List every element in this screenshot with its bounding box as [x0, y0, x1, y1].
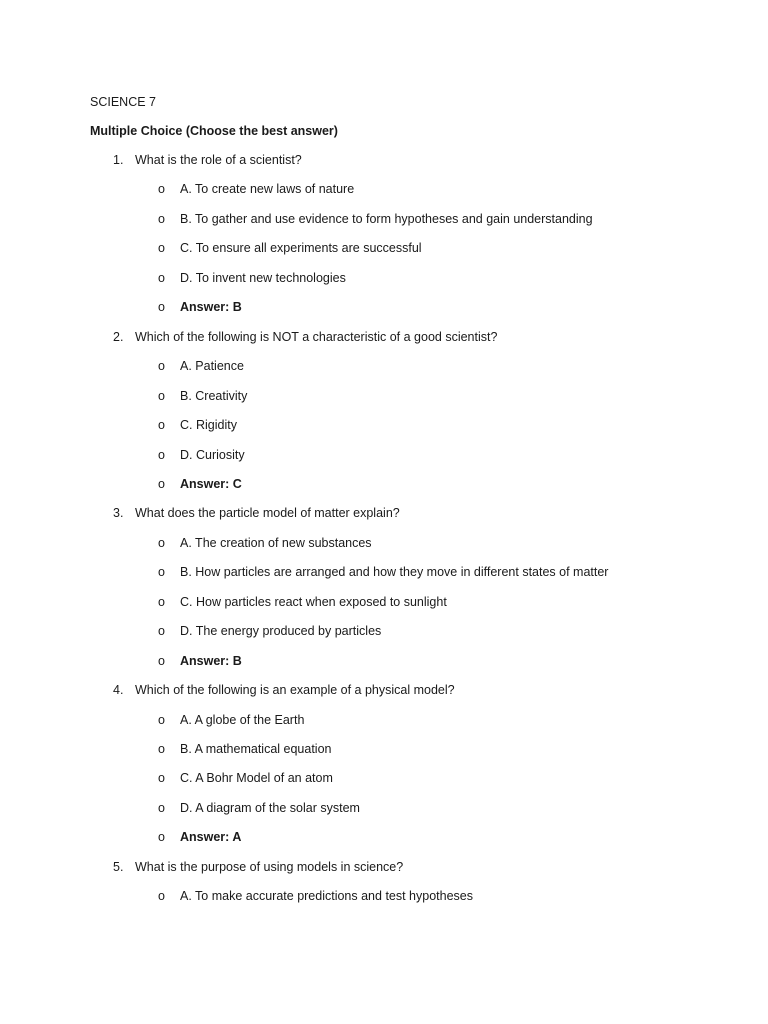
option-bullet: o [158, 713, 165, 727]
question-text: What is the role of a scientist? [135, 153, 302, 167]
option-bullet: o [158, 300, 165, 314]
option-bullet: o [158, 241, 165, 255]
answer-option: C. Rigidity [180, 418, 237, 432]
option-bullet: o [158, 771, 165, 785]
question-number: 1. [113, 153, 124, 167]
option-bullet: o [158, 742, 165, 756]
option-bullet: o [158, 389, 165, 403]
answer-option: A. Patience [180, 359, 244, 373]
option-bullet: o [158, 595, 165, 609]
answer-option: B. To gather and use evidence to form hypotheses and gain understanding [180, 212, 593, 226]
answer-option: C. A Bohr Model of an atom [180, 771, 333, 785]
answer-option: A. To create new laws of nature [180, 182, 355, 196]
option-bullet: o [158, 624, 165, 638]
option-bullet: o [158, 271, 165, 285]
answer-option: C. How particles react when exposed to sunlight [180, 595, 447, 609]
question-number: 4. [113, 683, 124, 697]
answer-option: A. To make accurate predictions and test hypotheses [180, 889, 473, 903]
question-text: Which of the following is an example of a physical model? [135, 683, 455, 697]
option-bullet: o [158, 448, 165, 462]
option-bullet: o [158, 830, 165, 844]
answer-option: B. A mathematical equation [180, 742, 332, 756]
question-text: What does the particle model of matter explain? [135, 506, 400, 520]
answer-option: D. Curiosity [180, 448, 245, 462]
option-bullet: o [158, 212, 165, 226]
answer-option: D. To invent new technologies [180, 271, 346, 285]
option-bullet: o [158, 418, 165, 432]
section-heading: Multiple Choice (Choose the best answer) [90, 124, 338, 138]
question-number: 3. [113, 506, 124, 520]
answer-option: A. The creation of new substances [180, 536, 372, 550]
question-text: What is the purpose of using models in science? [135, 860, 404, 874]
option-bullet: o [158, 536, 165, 550]
option-bullet: o [158, 654, 165, 668]
option-bullet: o [158, 801, 165, 815]
question-number: 5. [113, 860, 124, 874]
answer-option: B. Creativity [180, 389, 248, 403]
answer-key: Answer: C [180, 477, 242, 491]
option-bullet: o [158, 182, 165, 196]
question-number: 2. [113, 330, 124, 344]
answer-key: Answer: B [180, 300, 242, 314]
answer-key: Answer: A [180, 830, 242, 844]
answer-option: D. The energy produced by particles [180, 624, 382, 638]
answer-option: C. To ensure all experiments are successful [180, 241, 422, 255]
option-bullet: o [158, 889, 165, 903]
option-bullet: o [158, 565, 165, 579]
answer-option: D. A diagram of the solar system [180, 801, 360, 815]
answer-key: Answer: B [180, 654, 242, 668]
option-bullet: o [158, 359, 165, 373]
question-text: Which of the following is NOT a characteristic of a good scientist? [135, 330, 498, 344]
option-bullet: o [158, 477, 165, 491]
document-title: SCIENCE 7 [90, 95, 156, 109]
answer-option: A. A globe of the Earth [180, 713, 305, 727]
answer-option: B. How particles are arranged and how they move in different states of matter [180, 565, 609, 579]
